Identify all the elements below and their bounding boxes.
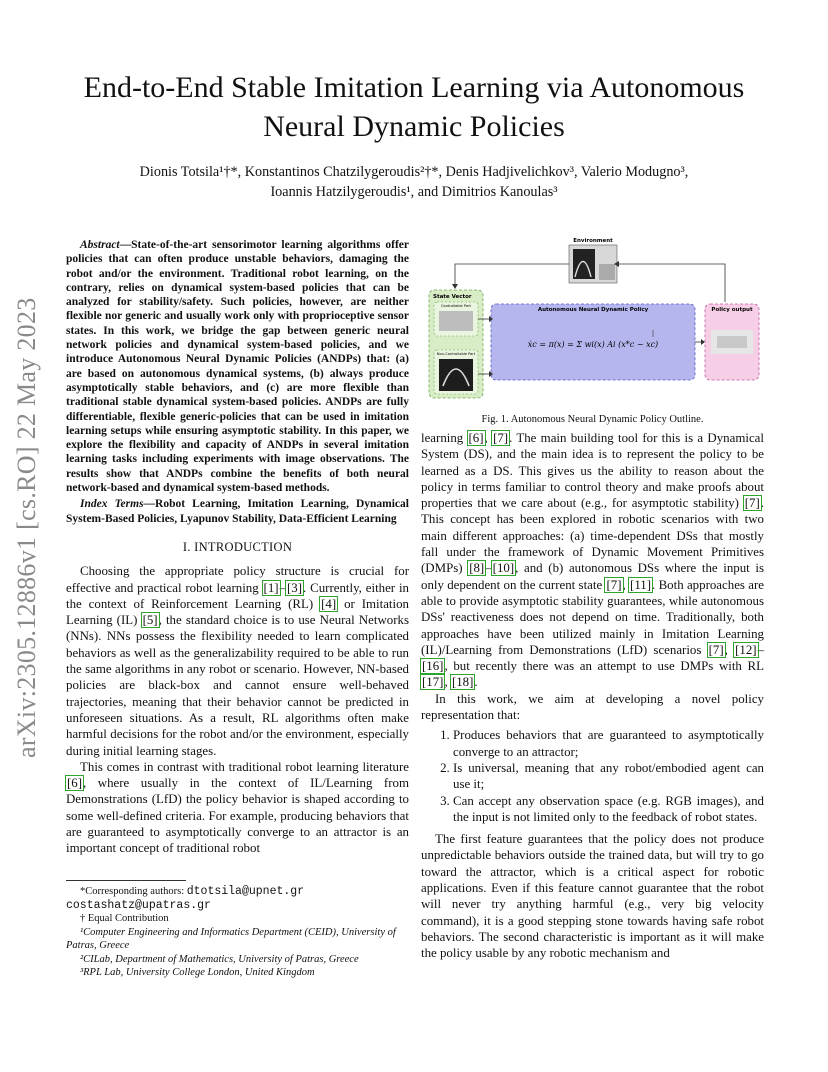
- footnotes: [66, 880, 409, 980]
- citation-link[interactable]: [6]: [67, 776, 83, 791]
- citation-link[interactable]: [6]: [468, 431, 484, 445]
- intro-paragraph-2: This comes in contrast with traditional robot learning literature [6], where usually in the context of IL/Learning from Demonstrations (LfD) the policy behavior is shaped according to some well-defined criteria. For example, producing behaviors that are guaranteed to asymptotically converge to an attractor is an important concept of traditional robot: [66, 759, 409, 856]
- contribution-item: 2. Is universal, meaning that any robot/embodied agent can use it;: [453, 760, 764, 793]
- abstract-label: Abstract: [80, 239, 120, 251]
- non-controllable-part-label: Non-Controllable Part: [436, 352, 476, 356]
- intro-paragraph-3: learning [6], [7]. The main building tool for this is a Dynamical System (DS), and the main idea is to represent the policy to be learned as a DS. This gives us the ability to reason about the policy in terms familiar to control theory and make proofs about properties that we care about (e.g., for asymptotic stability) [7]. This concept has been explored in robotic scenarios with two main different approaches: (a) time-dependent DSs that mostly fall under the framework of Dynamic Movement Primitives (DMPs) [8]–[10], and (b) autonomous DSs where the input is only dependent on the current state [7], [11]. Both approaches are able to provide asymptotic stability guarantees, while autonomous DSs' reactiveness does not depend on time. Traditionally, both approaches have been utilized mainly in Imitation Learning (IL)/Learning from Demonstrations (LfD) scenarios [7], [12]–[16], but recently there was an attempt to use DMPs with RL [17], [18].: [421, 431, 765, 690]
- abstract: [66, 238, 409, 495]
- citation-link[interactable]: [18]: [451, 675, 474, 690]
- email-link[interactable]: costashatz@upatras.gr: [66, 898, 211, 912]
- citation-link[interactable]: [7]: [744, 496, 760, 511]
- index-terms: [66, 497, 409, 526]
- intro-paragraph-4: In this work, we aim at developing a novel policy representation that:: [421, 691, 764, 723]
- intro-paragraph-1: Choosing the appropriate policy structure is crucial for effective and practical robot learning [1]–[3]. Currently, either in the context of Reinforcement Learning (RL) [4] or Imitation Learning (IL) [5], the standard choice is to use Neural Networks (NNs). NNs possess the flexibility needed to learn complicated behaviors as well as the generalizability required to be able to run the same algorithms in any robot or scenario. However, NN-based policies are black-box and cannot ensure well-behaved trajectories, meaning that their behavior cannot be predicted in unforeseen situations. As a result, RL algorithms often make harmful decisions for the robot and/or the environment, especially during initial learning stages.: [66, 564, 409, 758]
- andp-label: Autonomous Neural Dynamic Policy: [537, 307, 649, 313]
- citation-link[interactable]: [11]: [630, 577, 652, 592]
- email-link[interactable]: dtotsila@upnet.gr: [186, 885, 305, 898]
- contribution-item: 3. Can accept any observation space (e.g. RGB images), and the input is not limited only to the feedback of robot states.: [453, 793, 764, 826]
- citation-link[interactable]: [7]: [606, 577, 622, 592]
- citation-link[interactable]: [1]: [263, 580, 279, 595]
- robot-body: [717, 336, 747, 348]
- citation-link[interactable]: [16]: [422, 659, 444, 674]
- arrow-head: [701, 339, 705, 345]
- andp-equation: ẋc = π(x) = Σ wi(x) Ai (x*c − xc): [527, 340, 659, 349]
- citation-link[interactable]: [17]: [422, 675, 444, 690]
- index-terms-text: —Robot Learning, Imitation Learning, Dynamical System-Based Policies, Lyapunov Stability, Data-Efficient Learning: [66, 498, 409, 525]
- andp-outline-figure: [423, 234, 763, 406]
- citation-link[interactable]: [7]: [493, 431, 509, 445]
- policy-output-label: Policy output: [711, 307, 753, 313]
- state-vector-label: State Vector: [433, 294, 472, 300]
- arxiv-identifier: arXiv:2305.12886v1 [cs.RO] 22 May 2023: [12, 297, 41, 758]
- robot-thumbnail: [439, 311, 473, 331]
- arrow-output-to-environment: [617, 264, 725, 302]
- environment-label: Environment: [573, 238, 613, 244]
- intro-paragraph-5: The first feature guarantees that the policy does not produce unpredictable behaviors outside the trained data, but will try to go toward the attractor, which is a critical aspect for robotic applications. Even if this feature cannot guarantee that the robot will never try anything harmful (e.g., very big velocity command), it is a good stepping stone towards having safe robot behaviors. The second characteristic is important as it will make the policy usable by any robotic mechanism and: [421, 832, 764, 961]
- arrow-head: [452, 284, 458, 289]
- author-list: [90, 162, 738, 202]
- index-terms-label: Index Terms: [80, 498, 144, 511]
- footnote-affiliation-3: ³RPL Lab, University College London, United Kingdom: [80, 967, 315, 978]
- citation-link[interactable]: [5]: [142, 613, 158, 628]
- footnote-affiliation-1: ¹Computer Engineering and Informatics Department (CEID), University of Patras, Greece: [66, 926, 396, 951]
- authors-line-2: Ioannis Hatzilygeroudis¹, and Dimitrios Kanoulas³: [270, 184, 558, 200]
- footnote-affiliation-2: ²CILab, Department of Mathematics, University of Patras, Greece: [80, 953, 359, 965]
- citation-link[interactable]: [4]: [321, 596, 337, 611]
- contribution-item: 1. Produces behaviors that are guaranteed to asymptotically converge to an attractor;: [453, 727, 764, 760]
- citation-link[interactable]: [7]: [708, 642, 724, 657]
- footnote-rule: [66, 880, 186, 881]
- figure-caption: Fig. 1. Autonomous Neural Dynamic Policy Outline.: [481, 414, 704, 425]
- environment-floor: [599, 264, 615, 280]
- footnote-corresponding: [66, 885, 409, 912]
- left-column: [66, 238, 409, 857]
- citation-link[interactable]: [8]: [469, 561, 485, 576]
- image-observation-thumbnail: [439, 359, 473, 391]
- right-column: [421, 430, 764, 962]
- authors-line-1: Dionis Totsila¹†*, Konstantinos Chatzilygeroudis²†*, Denis Hadjivelichkov³, Valerio Modugno³,: [139, 164, 689, 180]
- paper-title: End-to-End Stable Imitation Learning via Autonomous Neural Dynamic Policies: [83, 71, 745, 143]
- citation-link[interactable]: [12]: [735, 642, 757, 657]
- contribution-list: [421, 727, 764, 825]
- footnote-equal: † Equal Contribution: [80, 913, 169, 924]
- arrow-environment-to-state: [455, 264, 569, 286]
- controllable-part-label: Controllable Part: [441, 304, 471, 308]
- citation-link[interactable]: [10]: [492, 561, 515, 576]
- abstract-text: —State-of-the-art sensorimotor learning algorithms offer policies that can often produce unstable behaviors, damaging the robot and/or the environment. Traditional robot learning, on the contrary, relies on dynamical system-based policies that can be analyzed for stability/safety. Such policies, however, are neither flexible nor generic and usually work only with proprioceptive sensor states. In this work, we bridge the gap between generic neural network policies and dynamical system-based policies, and we introduce Autonomous Neural Dynamic Policies (ANDPs) that: (a) are based on autonomous dynamical systems, (b) always produce asymptotically stable behaviors, and (c) are more flexible than traditional stable dynamical system-based policies. ANDPs are fully differentiable, flexible generic-policies that can be used in imitation learning setups while ensuring asymptotic stability. In this paper, we explore the flexibility and capacity of ANDPs in several imitation learning tasks including experiments with image observations. The results show that ANDPs combine the benefits of both neural network-based and dynamical system-based methods.: [66, 239, 409, 495]
- corresponding-label: *Corresponding authors:: [80, 886, 185, 897]
- citation-link[interactable]: [3]: [287, 580, 303, 595]
- section-heading: I. INTRODUCTION: [182, 539, 293, 554]
